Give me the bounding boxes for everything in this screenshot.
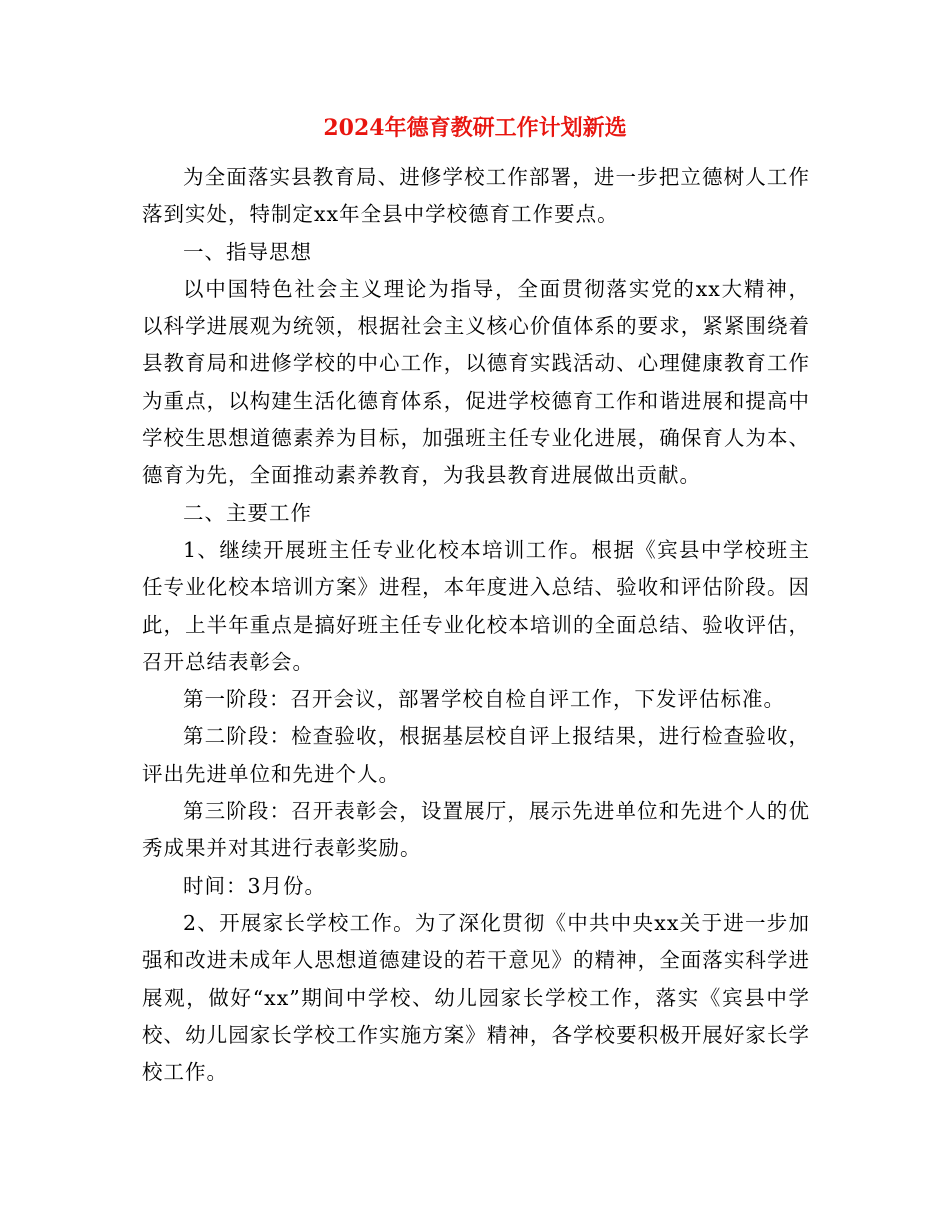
paragraph-item-2: 2、开展家长学校工作。为了深化贯彻《中共中央xx关于进一步加强和改进未成年人思想道德建设的若干意见》的精神，全面落实科学进展观，做好“xx”期间中学校、幼儿园家长学校工作，落实《宾县中学校、幼儿园家长学校工作实施方案》精神，各学校要积极开展好家长学校工作。 — [142, 910, 810, 1085]
paragraph-stage-2: 第二阶段：检查验收，根据基层校自评上报结果，进行检查验收，评出先进单位和先进个人。 — [142, 724, 810, 786]
document-title: 2024年德育教研工作计划新选 — [323, 115, 627, 141]
paragraph-stage-3: 第三阶段：召开表彰会，设置展厅，展示先进单位和先进个人的优秀成果并对其进行表彰奖励。 — [142, 799, 810, 861]
paragraph-time: 时间：3月份。 — [183, 873, 327, 898]
paragraph-intro: 为全面落实县教育局、进修学校工作部署，进一步把立德树人工作落到实处，特制定xx年全县中学校德育工作要点。 — [142, 165, 810, 227]
paragraph-item-1: 1、继续开展班主任专业化校本培训工作。根据《宾县中学校班主任专业化校本培训方案》进程，本年度进入总结、验收和评估阶段。因此，上半年重点是搞好班主任专业化校本培训的全面总结、验收评估，召开总结表彰会。 — [142, 537, 810, 674]
document-body — [142, 159, 810, 1091]
paragraph-stage-1: 第一阶段：召开会议，部署学校自检自评工作，下发评估标准。 — [183, 687, 785, 712]
paragraph-guiding-thought: 以中国特色社会主义理论为指导，全面贯彻落实党的xx大精神，以科学进展观为统领，根据社会主义核心价值体系的要求，紧紧围绕着县教育局和进修学校的中心工作，以德育实践活动、心理健康教育工作为重点，以构建生活化德育体系，促进学校德育工作和谐进展和提高中学校生思想道德素养为目标，加强班主任专业化进展，确保育人为本、德育为先，全面推动素养教育，为我县教育进展做出贡献。 — [142, 276, 810, 488]
heading-main-work: 二、主要工作 — [183, 500, 312, 525]
heading-guiding-thought: 一、指导思想 — [183, 239, 312, 264]
